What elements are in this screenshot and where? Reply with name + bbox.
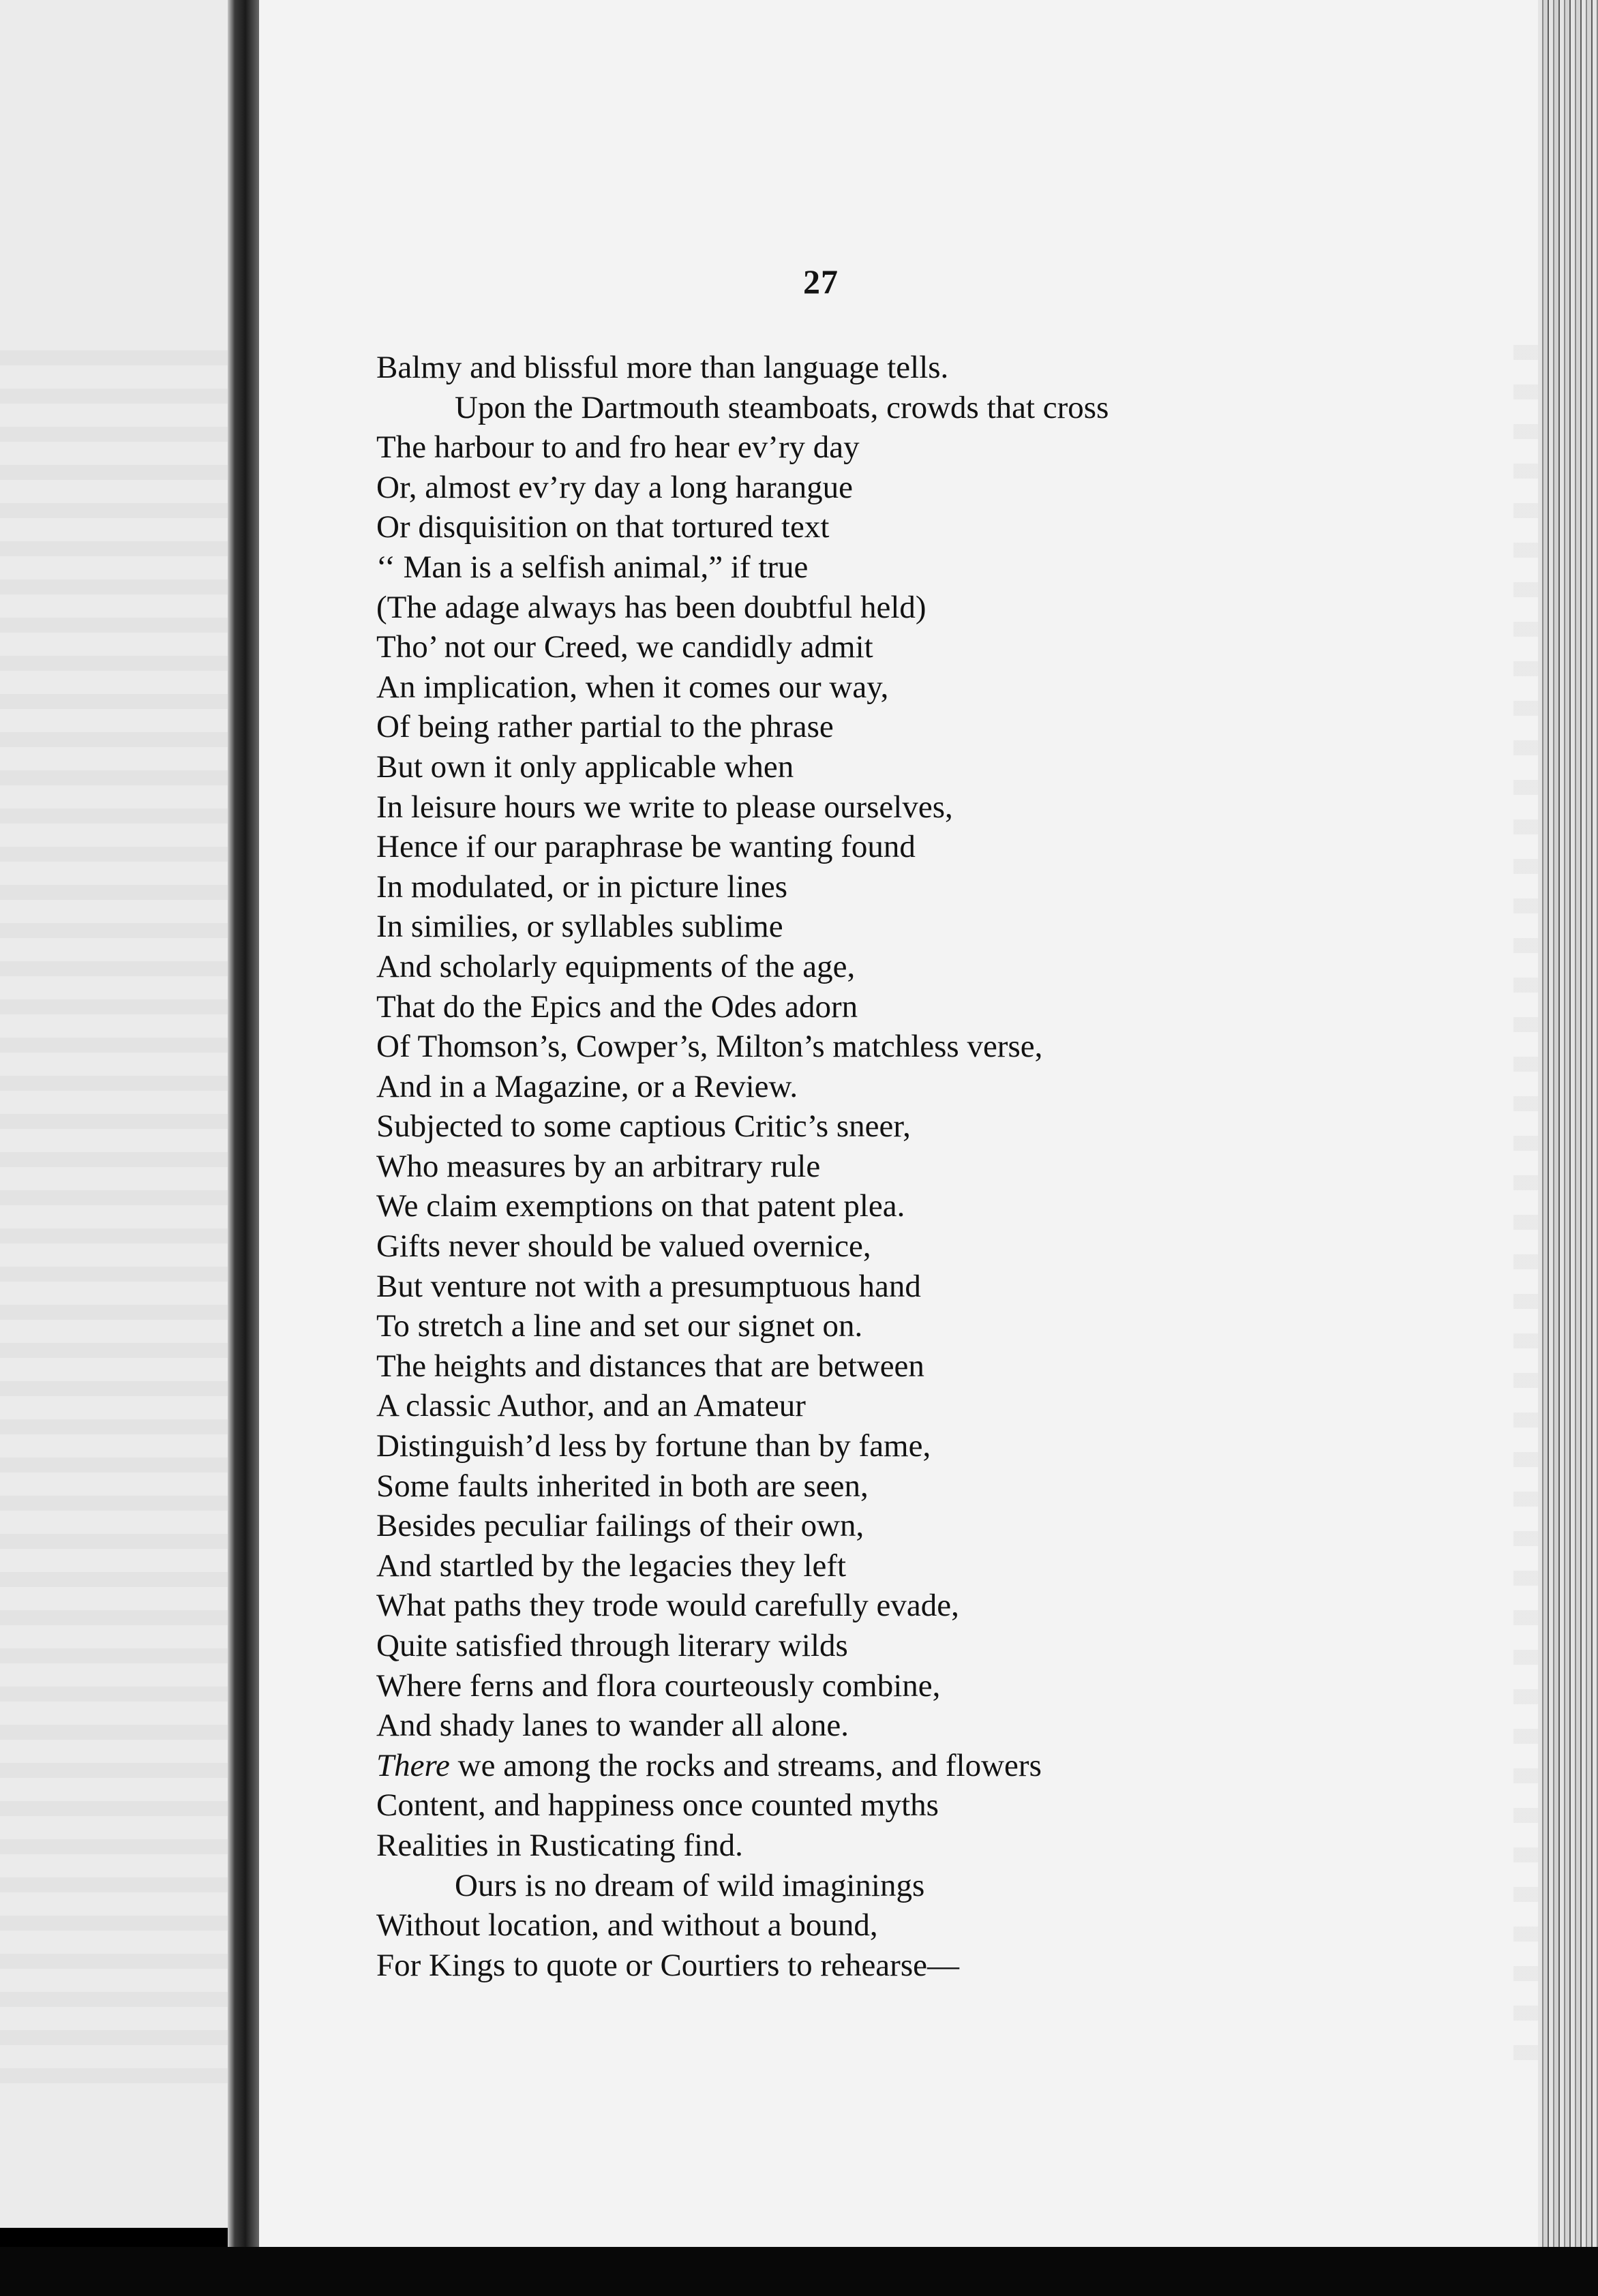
poem-line-text: And in a Magazine, or a Review. (376, 1068, 798, 1104)
poem-line (376, 1905, 1399, 1946)
poem-line (376, 907, 1399, 947)
poem-line-text: ‘‘ Man is a selfish animal,” if true (376, 549, 809, 585)
poem-line-text: Upon the Dartmouth steamboats, crowds that cross (455, 389, 1109, 425)
poem-line-text: we among the rocks and streams, and flowers (449, 1747, 1042, 1783)
poem-line-text: Tho’ not our Creed, we candidly admit (376, 629, 873, 665)
poem-line-text: (The adage always has been doubtful held) (376, 589, 926, 625)
poem-line (376, 1147, 1399, 1187)
poem-line (376, 1027, 1399, 1067)
poem-line (376, 1826, 1399, 1866)
poem-line-text: Besides peculiar failings of their own, (376, 1508, 864, 1544)
poem-line-text: Of Thomson’s, Cowper’s, Milton’s matchless verse, (376, 1029, 1043, 1065)
page-number: 27 (803, 262, 839, 301)
poem-line (376, 547, 1399, 588)
poem-line (376, 1226, 1399, 1267)
page-edges (1538, 0, 1598, 2250)
poem-text (376, 348, 1399, 1985)
poem-line-text: Balmy and blissful more than language tells. (376, 350, 949, 385)
poem-line-text: Of being rather partial to the phrase (376, 709, 834, 745)
poem-line (376, 468, 1399, 508)
poem-line-text: And startled by the legacies they left (376, 1547, 847, 1584)
poem-line (376, 987, 1399, 1027)
poem-line-text: Where ferns and flora courteously combine, (376, 1667, 941, 1704)
poem-line-text: That do the Epics and the Odes adorn (376, 988, 858, 1025)
poem-line-text: To stretch a line and set our signet on. (376, 1308, 863, 1344)
poem-line-italic: There (376, 1747, 450, 1783)
poem-line-text: And shady lanes to wander all alone. (376, 1708, 849, 1744)
scan-border-bottom (0, 2247, 1598, 2296)
poem-line-text: In similies, or syllables sublime (376, 909, 783, 945)
poem-line (376, 1785, 1399, 1826)
poem-line-text: The harbour to and fro hear ev’ry day (376, 429, 860, 466)
poem-line (376, 388, 1399, 428)
poem-line (376, 627, 1399, 667)
poem-line-text: But venture not with a presumptuous hand (376, 1268, 921, 1304)
poem-line-text: Gifts never should be valued overnice, (376, 1228, 871, 1265)
poem-line-text: An implication, when it comes our way, (376, 669, 889, 705)
facing-page-text-showthrough (0, 327, 230, 2100)
poem-line-text: We claim exemptions on that patent plea. (376, 1188, 905, 1224)
poem-line-text: Quite satisfied through literary wilds (376, 1628, 848, 1663)
poem-line (376, 1106, 1399, 1147)
poem-line (376, 827, 1399, 867)
poem-line (376, 1067, 1399, 1107)
poem-line-text: But own it only applicable when (376, 749, 794, 785)
poem-line (376, 1586, 1399, 1626)
poem-line-text: In leisure hours we write to please ourselves, (376, 789, 953, 825)
poem-line-text: Or disquisition on that tortured text (376, 509, 830, 545)
poem-line (376, 1706, 1399, 1746)
poem-line (376, 1746, 1399, 1786)
poem-line (376, 1426, 1399, 1466)
poem-line-text: The heights and distances that are between (376, 1348, 924, 1384)
poem-line (376, 1346, 1399, 1387)
poem-line (376, 348, 1399, 388)
poem-line (376, 787, 1399, 828)
poem-line-text: Content, and happiness once counted myths (376, 1787, 939, 1824)
poem-line-text: Or, almost ev’ry day a long harangue (376, 469, 853, 505)
poem-line (376, 867, 1399, 907)
poem-line-text: Realities in Rusticating find. (376, 1827, 743, 1863)
poem-line-text: Subjected to some captious Critic’s sneer, (376, 1108, 911, 1145)
poem-line (376, 1666, 1399, 1706)
poem-line-text: Who measures by an arbitrary rule (376, 1148, 821, 1184)
poem-line (376, 1466, 1399, 1507)
poem-line (376, 507, 1399, 547)
poem-line (376, 1386, 1399, 1426)
poem-line-text: Ours is no dream of wild imaginings (455, 1867, 925, 1903)
poem-line-text: A classic Author, and an Amateur (376, 1388, 806, 1424)
poem-line-text: Distinguish’d less by fortune than by fame, (376, 1428, 931, 1464)
poem-line (376, 1506, 1399, 1546)
poem-line-text: And scholarly equipments of the age, (376, 948, 856, 984)
poem-line (376, 1626, 1399, 1666)
poem-line (376, 1946, 1399, 1986)
poem-line (376, 667, 1399, 708)
poem-line (376, 1546, 1399, 1586)
poem-line (376, 1186, 1399, 1226)
poem-line (376, 427, 1399, 468)
poem-line-text: Some faults inherited in both are seen, (376, 1468, 869, 1504)
poem-line (376, 947, 1399, 987)
poem-line (376, 707, 1399, 747)
poem-line-text: What paths they trode would carefully evade, (376, 1588, 959, 1624)
poem-line-text: For Kings to quote or Courtiers to rehearse— (376, 1947, 959, 1983)
poem-line-text: Without location, and without a bound, (376, 1907, 878, 1944)
poem-line-text: Hence if our paraphrase be wanting found (376, 829, 916, 865)
poem-line (376, 1306, 1399, 1346)
poem-line (376, 588, 1399, 628)
poem-line (376, 1866, 1399, 1906)
poem-line (376, 1267, 1399, 1307)
poem-line-text: In modulated, or in picture lines (376, 868, 788, 905)
facing-page-left (0, 0, 230, 2228)
poem-line (376, 747, 1399, 787)
